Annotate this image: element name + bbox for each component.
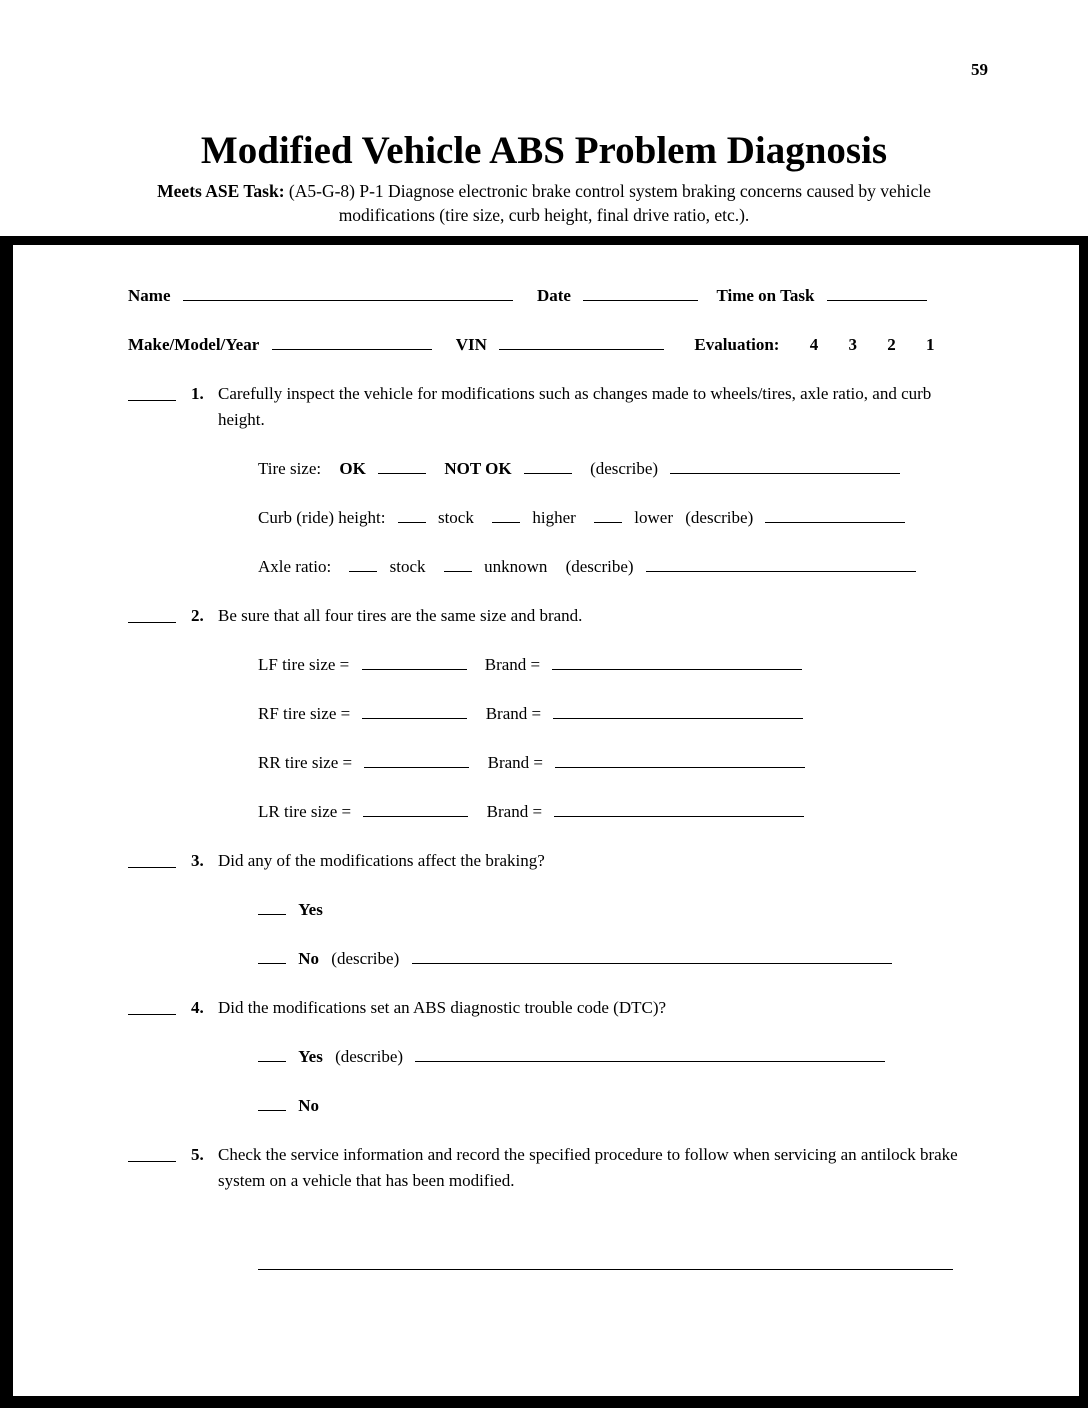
ase-task-subtitle [114, 179, 974, 227]
tire-size-label: Tire size: [258, 459, 322, 478]
task-item-4 [128, 995, 1049, 1021]
evaluation-label: Evaluation: [694, 335, 780, 354]
item-1-number: 1. [191, 384, 204, 403]
item-3-no-line [258, 946, 1049, 972]
tire-describe-blank [670, 459, 900, 474]
curb-lower-label: lower [634, 508, 674, 527]
item-4-number: 4. [191, 998, 204, 1017]
item-2-text: Be sure that all four tires are the same size and brand. [218, 606, 583, 625]
date-label: Date [536, 286, 571, 305]
axle-ratio-line [258, 554, 1049, 580]
task-item-5 [128, 1142, 1049, 1194]
right-border-bar [1079, 236, 1088, 1408]
make-model-year-label: Make/Model/Year [128, 335, 260, 354]
item-4-describe-blank [415, 1047, 885, 1062]
rf-tire-size-blank [362, 704, 467, 719]
curb-height-label: Curb (ride) height: [258, 508, 386, 527]
rf-tire-size-label: RF tire size = [258, 704, 351, 723]
name-label: Name [128, 286, 171, 305]
header-divider-bar [0, 236, 1088, 245]
axle-unknown-label: unknown [484, 557, 548, 576]
item-3-describe-label: (describe) [331, 949, 400, 968]
item-3-yes-label: Yes [298, 900, 323, 919]
item-3-describe-blank [412, 949, 892, 964]
lr-tire-size-label: LR tire size = [258, 802, 352, 821]
item-2-number: 2. [191, 606, 204, 625]
rf-tire-row [258, 701, 1049, 727]
evaluation-score-2: 2 [887, 335, 896, 354]
time-on-task-label: Time on Task [716, 286, 815, 305]
tire-not-ok-blank [524, 459, 572, 474]
curb-describe-label: (describe) [685, 508, 754, 527]
item-4-yes-blank [258, 1047, 286, 1062]
item-4-text: Did the modifications set an ABS diagnostic trouble code (DTC)? [218, 998, 667, 1017]
lr-tire-row [258, 799, 1049, 825]
axle-stock-blank [349, 557, 377, 572]
rr-brand-label: Brand = [487, 753, 543, 772]
item-3-no-blank [258, 949, 286, 964]
lf-brand-label: Brand = [484, 655, 541, 674]
item-5-number: 5. [191, 1145, 204, 1164]
curb-height-line [258, 505, 1049, 531]
ase-task-text: (A5-G-8) P-1 Diagnose electronic brake control system braking concerns caused by vehicle modifications (tire size, curb height, final drive ratio, etc.). [288, 181, 931, 225]
task-item-3 [128, 848, 1049, 874]
ase-task-label: Meets ASE Task: [157, 181, 285, 201]
lr-brand-label: Brand = [486, 802, 543, 821]
tire-describe-label: (describe) [590, 459, 659, 478]
tire-not-ok-label: NOT OK [444, 459, 512, 478]
lr-brand-blank [554, 802, 804, 817]
evaluation-score-1: 1 [925, 335, 935, 354]
axle-ratio-label: Axle ratio: [258, 557, 332, 576]
curb-lower-blank [594, 508, 622, 523]
lr-tire-size-blank [363, 802, 468, 817]
evaluation-score-3: 3 [848, 335, 857, 354]
curb-stock-label: stock [437, 508, 474, 527]
vin-blank [499, 335, 664, 350]
rr-brand-blank [555, 753, 805, 768]
bottom-border-bar [0, 1396, 1088, 1408]
tire-ok-label: OK [339, 459, 366, 478]
lf-tire-size-blank [362, 655, 467, 670]
item-3-yes-blank [258, 900, 286, 915]
vin-label: VIN [455, 335, 487, 354]
curb-describe-blank [765, 508, 905, 523]
tire-size-line [258, 456, 1049, 482]
curb-higher-blank [492, 508, 520, 523]
item-4-no-label: No [298, 1096, 320, 1115]
make-model-year-blank [272, 335, 432, 350]
axle-describe-label: (describe) [565, 557, 634, 576]
item-5-answer-blank [258, 1255, 953, 1270]
item-4-describe-label: (describe) [335, 1047, 404, 1066]
item-4-no-line [258, 1093, 1049, 1119]
item-4-no-blank [258, 1096, 286, 1111]
item-3-score-blank [128, 848, 176, 868]
rr-tire-size-blank [364, 753, 469, 768]
lf-brand-blank [552, 655, 802, 670]
rf-brand-blank [553, 704, 803, 719]
left-border-bar [0, 236, 13, 1408]
item-4-yes-label: Yes [298, 1047, 323, 1066]
item-1-score-blank [128, 381, 176, 401]
evaluation-score-4: 4 [809, 335, 819, 354]
time-on-task-blank [827, 286, 927, 301]
form-content [13, 245, 1079, 1396]
item-3-no-label: No [298, 949, 320, 968]
curb-higher-label: higher [532, 508, 576, 527]
make-vin-evaluation-row [128, 332, 1049, 358]
page-number: 59 [971, 60, 988, 79]
task-item-2 [128, 603, 1049, 629]
rf-brand-label: Brand = [485, 704, 542, 723]
lf-tire-size-label: LF tire size = [258, 655, 350, 674]
item-2-score-blank [128, 603, 176, 623]
item-1-text: Carefully inspect the vehicle for modifications such as changes made to wheels/tires, axle ratio, and curb height. [218, 384, 932, 429]
task-item-1 [128, 381, 1049, 433]
item-3-number: 3. [191, 851, 204, 870]
curb-stock-blank [398, 508, 426, 523]
item-5-text: Check the service information and record the specified procedure to follow when servicing an antilock brake system on a vehicle that has been modified. [218, 1145, 958, 1190]
lf-tire-row [258, 652, 1049, 678]
tire-ok-blank [378, 459, 426, 474]
page-title: Modified Vehicle ABS Problem Diagnosis [200, 129, 888, 172]
item-5-score-blank [128, 1142, 176, 1162]
axle-stock-label: stock [389, 557, 426, 576]
item-3-text: Did any of the modifications affect the braking? [218, 851, 545, 870]
rr-tire-size-label: RR tire size = [258, 753, 353, 772]
item-4-yes-line [258, 1044, 1049, 1070]
date-blank [583, 286, 698, 301]
item-5-answer-line [258, 1252, 1049, 1278]
axle-unknown-blank [444, 557, 472, 572]
item-3-yes-line [258, 897, 1049, 923]
item-4-score-blank [128, 995, 176, 1015]
axle-describe-blank [646, 557, 916, 572]
rr-tire-row [258, 750, 1049, 776]
name-date-time-row [128, 283, 1049, 309]
name-blank [183, 286, 513, 301]
